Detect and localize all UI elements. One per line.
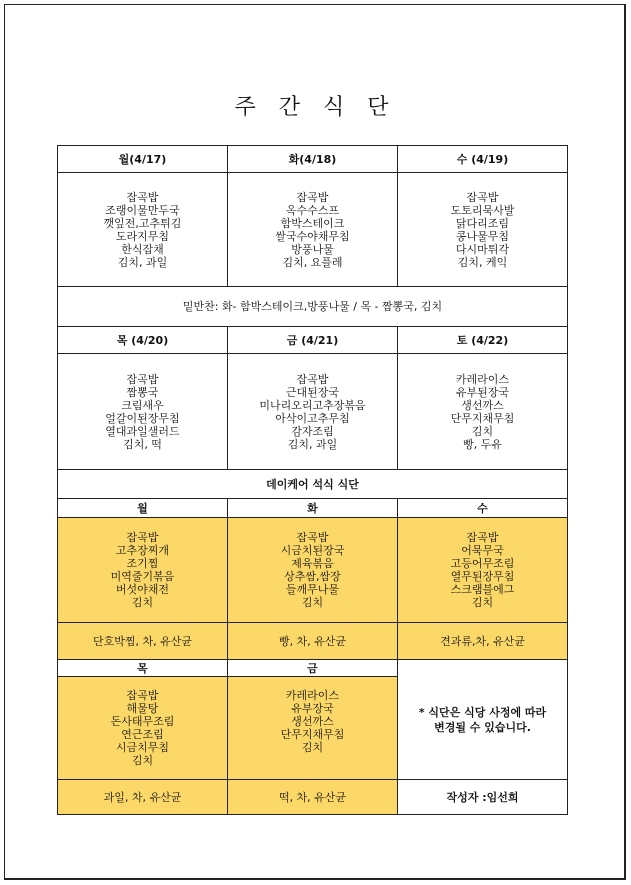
menu-item: 김치, 과일 xyxy=(117,255,168,269)
menu-item: 한식잡채 xyxy=(121,242,164,256)
menu-item: 상추쌈,쌈장 xyxy=(284,570,341,583)
notice-text: * 식단은 식당 사정에 따라 변경될 수 있습니다. xyxy=(418,705,547,734)
menu-item: 짬뽕국 xyxy=(126,385,159,399)
menu-item: 열대과일샐러드 xyxy=(105,424,180,438)
menu-item: 조기찜 xyxy=(126,557,159,570)
menu-item: 빵, 두유 xyxy=(463,437,502,451)
menu-item: 김치, 요플레 xyxy=(282,255,343,269)
day-header-mon: 월(4/17) xyxy=(58,146,228,173)
menu-item: 잡곡밥 xyxy=(296,190,329,204)
menu-cell-tue xyxy=(228,173,398,287)
menu-item: 깻잎전,고추튀김 xyxy=(103,216,182,230)
menu-item: 연근조림 xyxy=(121,728,164,741)
menu-item: 잡곡밥 xyxy=(466,190,499,204)
daycare-snack-tue: 빵, 차, 유산균 xyxy=(228,623,398,660)
menu-item: 카레라이스 xyxy=(455,372,510,386)
menu-item: 스크램블에그 xyxy=(450,583,515,596)
menu-item: 유부된장국 xyxy=(455,385,510,399)
menu-item: 김치, 케익 xyxy=(457,255,508,269)
author-label: 작성자 :임선희 xyxy=(398,780,568,815)
daycare-header-fri: 금 xyxy=(228,660,398,677)
menu-item: 조랭이물만두국 xyxy=(105,203,180,217)
menu-item: 카레라이스 xyxy=(285,689,340,702)
menu-item: 제육볶음 xyxy=(291,557,334,570)
menu-item: 미나리오리고추장볶음 xyxy=(259,398,366,412)
menu-item: 김치 xyxy=(471,424,494,438)
menu-item: 단무지채무침 xyxy=(450,411,515,425)
day-header-tue: 화(4/18) xyxy=(228,146,398,173)
menu-cell-fri xyxy=(228,354,398,470)
daycare-header-mon: 월 xyxy=(58,499,228,518)
menu-item: 유부장국 xyxy=(291,702,334,715)
menu-item: 생선까스 xyxy=(291,715,334,728)
menu-item: 고추장찌개 xyxy=(115,544,170,557)
menu-item: 해물탕 xyxy=(126,702,159,715)
menu-item: 방풍나물 xyxy=(291,242,334,256)
menu-item: 김치 xyxy=(131,754,154,767)
notice-cell xyxy=(398,660,568,780)
menu-item: 잡곡밥 xyxy=(296,372,329,386)
daycare-menu-mon xyxy=(58,518,228,623)
menu-item: 닭다리조림 xyxy=(455,216,510,230)
menu-item: 쌀국수야채무침 xyxy=(275,229,350,243)
menu-item: 김치 xyxy=(131,596,154,609)
daycare-menu-tue xyxy=(228,518,398,623)
menu-item: 잡곡밥 xyxy=(126,372,159,386)
menu-item: 옥수수스프 xyxy=(285,203,340,217)
daycare-menu-fri xyxy=(228,677,398,780)
menu-item: 열무된장무침 xyxy=(450,570,515,583)
menu-item: 고등어무조림 xyxy=(450,557,515,570)
menu-cell-thu xyxy=(58,354,228,470)
menu-item: 잡곡밥 xyxy=(126,531,159,544)
menu-item: 함박스테이크 xyxy=(280,216,345,230)
menu-item: 잡곡밥 xyxy=(296,531,329,544)
daycare-snack-thu: 과일, 차, 유산균 xyxy=(58,780,228,815)
menu-item: 미역줄기볶음 xyxy=(110,570,175,583)
menu-item: 도토리묵사발 xyxy=(450,203,515,217)
menu-item: 근대된장국 xyxy=(285,385,340,399)
menu-cell-wed xyxy=(398,173,568,287)
daycare-header-tue: 화 xyxy=(228,499,398,518)
daycare-header-wed: 수 xyxy=(398,499,568,518)
menu-item: 김치, 과일 xyxy=(287,437,338,451)
menu-item: 김치, 떡 xyxy=(123,437,162,451)
menu-item: 아삭이고추무침 xyxy=(275,411,350,425)
daycare-menu-thu xyxy=(58,677,228,780)
daycare-snack-mon: 단호박찜, 차, 유산균 xyxy=(58,623,228,660)
menu-item: 생선까스 xyxy=(461,398,504,412)
menu-item: 잡곡밥 xyxy=(466,531,499,544)
menu-item: 김치 xyxy=(301,741,324,754)
day-header-sat: 토 (4/22) xyxy=(398,327,568,354)
menu-item: 시금치무침 xyxy=(115,741,170,754)
daycare-menu-wed xyxy=(398,518,568,623)
menu-item: 어묵무국 xyxy=(461,544,504,557)
menu-item: 들깨무나물 xyxy=(285,583,340,596)
menu-cell-mon xyxy=(58,173,228,287)
menu-item: 크림새우 xyxy=(121,398,164,412)
day-header-wed: 수 (4/19) xyxy=(398,146,568,173)
day-header-thu: 목 (4/20) xyxy=(58,327,228,354)
menu-item: 얼갈이된장무침 xyxy=(105,411,180,425)
menu-item: 다시마튀각 xyxy=(455,242,510,256)
day-header-fri: 금 (4/21) xyxy=(228,327,398,354)
menu-item: 감자조림 xyxy=(291,424,334,438)
menu-cell-sat xyxy=(398,354,568,470)
daycare-snack-fri: 떡, 차, 유산균 xyxy=(228,780,398,815)
daycare-header-thu: 목 xyxy=(58,660,228,677)
weekly-menu-table xyxy=(57,145,568,815)
daycare-snack-wed: 견과류,차, 유산균 xyxy=(398,623,568,660)
menu-item: 잡곡밥 xyxy=(126,689,159,702)
menu-item: 단무지채무침 xyxy=(280,728,345,741)
menu-item: 잡곡밥 xyxy=(126,190,159,204)
menu-item: 김치 xyxy=(301,596,324,609)
menu-item: 시금치된장국 xyxy=(280,544,345,557)
daycare-title: 데이케어 석식 식단 xyxy=(58,470,568,499)
menu-item: 돈사태무조림 xyxy=(110,715,175,728)
menu-item: 콩나물무침 xyxy=(455,229,510,243)
side-dish-note: 밑반찬: 화- 함박스테이크,방풍나물 / 목 - 짬뽕국, 김치 xyxy=(58,287,568,327)
menu-item: 김치 xyxy=(471,596,494,609)
menu-item: 도라지무침 xyxy=(115,229,170,243)
menu-item: 버섯야채전 xyxy=(115,583,170,596)
page-title: 주 간 식 단 xyxy=(234,95,397,120)
